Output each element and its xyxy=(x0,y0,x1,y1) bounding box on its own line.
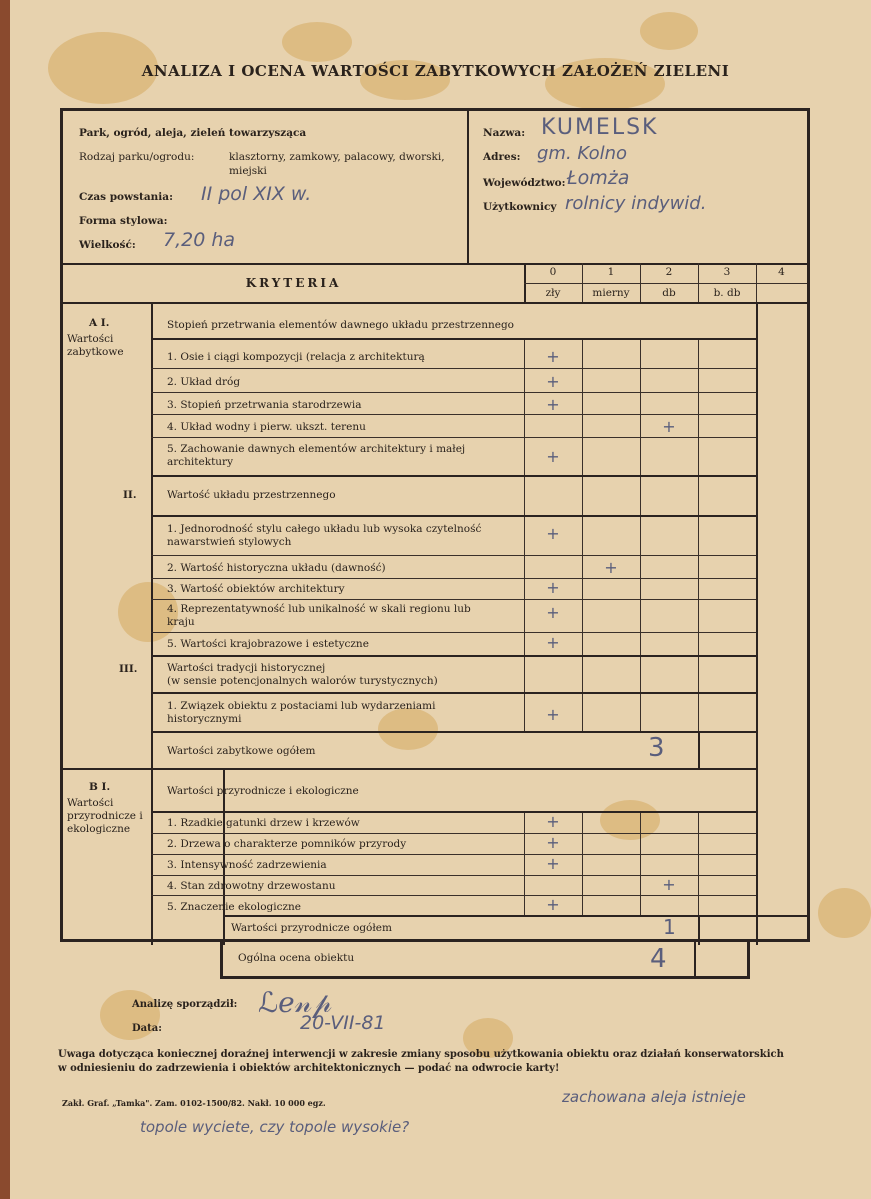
adres-label: Adres: xyxy=(483,151,521,163)
overall-divider xyxy=(694,939,696,979)
group-a3-title: Wartości tradycji historycznej xyxy=(167,662,326,674)
section-a-code: A I. xyxy=(89,317,110,329)
criterion-row-label: 1. Związek obiektu z postaciami lub wydarzeniami historycznymi xyxy=(167,700,436,725)
score-mark: + xyxy=(662,417,676,436)
wojewodztwo-label: Województwo: xyxy=(483,177,566,189)
criterion-row-label: 1. Jednorodność stylu całego układu lub wysoka czytelność nawarstwień stylowych xyxy=(167,523,482,548)
criterion-row-label: 1. Osie i ciągi kompozycji (relacja z architekturą xyxy=(167,351,425,363)
score-col xyxy=(698,338,699,731)
sporzadzil-label: Analizę sporządził: xyxy=(132,999,238,1010)
score-col xyxy=(640,811,641,915)
score-col xyxy=(582,811,583,915)
row-line xyxy=(151,632,758,633)
criterion-row-label: 5. Wartości krajobrazowe i estetyczne xyxy=(167,638,369,650)
row-line xyxy=(151,811,758,813)
criterion-row-label: 5. Zachowanie dawnych elementów architektury i małej architektury xyxy=(167,443,466,468)
section-a-name: Wartości zabytkowe xyxy=(67,333,124,358)
row-line xyxy=(63,768,758,770)
forma-label: Forma stylowa: xyxy=(79,215,168,227)
stain xyxy=(818,888,871,938)
nazwa-value: KUMELSK xyxy=(541,115,659,140)
uzytkownicy-label: Użytkownicy xyxy=(483,201,557,213)
row-line xyxy=(151,475,758,477)
handwritten-note-1: zachowana aleja istnieje xyxy=(562,1088,746,1106)
score-mark: + xyxy=(546,603,560,622)
czas-label: Czas powstania: xyxy=(79,191,173,203)
overall-value: 4 xyxy=(650,944,667,974)
score-mark: + xyxy=(546,372,560,391)
park-line: Park, ogród, aleja, zieleń towarzysząca xyxy=(79,127,307,139)
criterion-row-label: 4. Układ wodny i pierw. ukszt. terenu xyxy=(167,421,366,433)
section-b-name: Wartości przyrodnicze i ekologiczne xyxy=(67,797,143,835)
uwaga-line-2: w odniesieniu do zadrzewienia i obiektów architektonicznych — podać na odwrocie karty! xyxy=(58,1063,560,1074)
section-a-total-value: 3 xyxy=(648,733,665,763)
score-mark: + xyxy=(546,895,560,914)
score-num: 0 xyxy=(549,266,557,278)
criterion-row-label: 3. Intensywność zadrzewienia xyxy=(167,859,327,871)
section-a-total-label: Wartości zabytkowe ogółem xyxy=(167,745,316,757)
row-line xyxy=(151,392,758,393)
criteria-label: KRYTERIA xyxy=(245,276,342,290)
row-line xyxy=(151,692,758,694)
score-label: b. db xyxy=(713,287,741,299)
criteria-header-bottom xyxy=(63,302,807,304)
section-a-group3-num: III. xyxy=(119,663,138,675)
data-value: 20-VII-81 xyxy=(300,1012,386,1034)
group-a2-title: Wartość układu przestrzennego xyxy=(167,489,336,501)
nazwa-label: Nazwa: xyxy=(483,127,526,139)
row-line xyxy=(151,338,758,340)
wielkosc-label: Wielkość: xyxy=(79,239,136,251)
printer-imprint: Zakł. Graf. „Tamka". Zam. 0102-1500/82. Nakł. 10 000 egz. xyxy=(62,1098,326,1108)
right-col-line xyxy=(756,302,758,945)
score-mark: + xyxy=(546,833,560,852)
row-line xyxy=(151,731,758,733)
criterion-row-label: 5. Znaczenie ekologiczne xyxy=(167,901,302,913)
stain xyxy=(640,12,698,50)
score-num: 4 xyxy=(778,266,785,278)
category-divider-a xyxy=(151,302,153,768)
row-line xyxy=(151,515,758,517)
criterion-row-label: 4. Reprezentatywność lub unikalność w skali regionu lub kraju xyxy=(167,603,471,628)
header-divider xyxy=(467,111,469,263)
rodzaj-options: klasztorny, zamkowy, palacowy, dworski, xyxy=(229,151,445,163)
row-line xyxy=(223,915,807,917)
score-num: 3 xyxy=(723,266,731,278)
row-line xyxy=(151,833,758,834)
adres-value: gm. Kolno xyxy=(537,143,627,164)
stain xyxy=(282,22,352,62)
score-mark: + xyxy=(546,578,560,597)
criterion-row-label: 4. Stan zdrowotny drzewostanu xyxy=(167,880,336,892)
evaluation-form xyxy=(60,108,810,942)
score-mark: + xyxy=(546,524,560,543)
section-b-total-label: Wartości przyrodnicze ogółem xyxy=(231,922,392,934)
form-title: ANALIZA I OCENA WARTOŚCI ZABYTKOWYCH ZAŁOŻEŃ ZIELENI xyxy=(141,62,730,80)
score-label: zły xyxy=(545,287,561,299)
row-line xyxy=(151,414,758,415)
category-divider-b xyxy=(151,768,153,945)
uzytkownicy-value: rolnicy indywid. xyxy=(565,193,707,214)
section-b-total-value: 1 xyxy=(663,915,676,939)
score-mark: + xyxy=(546,447,560,466)
row-line xyxy=(151,437,758,438)
score-mark: + xyxy=(546,395,560,414)
data-label: Data: xyxy=(132,1023,162,1034)
criterion-row-label: 2. Drzewa o charakterze pomników przyrody xyxy=(167,838,407,850)
score-mark: + xyxy=(546,347,560,366)
score-mark: + xyxy=(546,812,560,831)
uwaga-line-1: Uwaga dotycząca koniecznej doraźnej interwencji w zakresie zmiany sposobu użytkowania obiektu oraz działań konserwatorskich xyxy=(58,1049,784,1060)
paper-edge xyxy=(0,0,10,1199)
group-a3-subtitle: (w sensie potencjonalnych walorów turystycznych) xyxy=(167,675,438,687)
score-header-mid xyxy=(524,283,807,284)
score-num: 1 xyxy=(607,266,615,278)
row-line xyxy=(151,578,758,579)
wojewodztwo-value: Łomża xyxy=(567,167,630,189)
criterion-row-label: 1. Rzadkie gatunki drzew i krzewów xyxy=(167,817,360,829)
signature-icon: ℒℯ𝓃𝓅 xyxy=(258,986,332,1019)
rodzaj-options-2: miejski xyxy=(229,165,267,177)
score-label: mierny xyxy=(592,287,630,299)
row-line xyxy=(151,599,758,600)
score-col xyxy=(582,338,583,731)
score-num: 2 xyxy=(665,266,673,278)
criterion-row-label: 2. Układ dróg xyxy=(167,376,241,388)
score-mark: + xyxy=(662,875,676,894)
row-line xyxy=(151,854,758,855)
score-label: db xyxy=(662,287,676,299)
score-mark: + xyxy=(546,854,560,873)
handwritten-note-2: topole wyciete, czy topole wysokie? xyxy=(140,1118,410,1136)
group-b1-title: Wartości przyrodnicze i ekologiczne xyxy=(167,785,359,797)
section-b-code: B I. xyxy=(89,781,111,793)
row-line xyxy=(151,555,758,556)
criterion-row-label: 2. Wartość historyczna układu (dawność) xyxy=(167,562,386,574)
group-a1-title: Stopień przetrwania elementów dawnego układu przestrzennego xyxy=(167,319,514,331)
overall-label: Ogólna ocena obiektu xyxy=(238,952,355,964)
score-col xyxy=(698,811,699,915)
section-a-group2-num: II. xyxy=(123,489,137,501)
score-col xyxy=(640,338,641,731)
criterion-row-label: 3. Wartość obiektów architektury xyxy=(167,583,345,595)
row-line xyxy=(151,655,758,657)
rodzaj-label: Rodzaj parku/ogrodu: xyxy=(79,151,195,163)
wielkosc-value: 7,20 ha xyxy=(163,229,236,251)
criterion-row-label: 3. Stopień przetrwania starodrzewia xyxy=(167,399,362,411)
row-line xyxy=(151,368,758,369)
header-bottom-line xyxy=(63,263,807,265)
row-line xyxy=(151,895,758,896)
czas-value: II pol XIX w. xyxy=(201,183,312,205)
score-mark: + xyxy=(546,633,560,652)
score-mark: + xyxy=(546,705,560,724)
score-mark: + xyxy=(604,558,618,577)
total-col-line xyxy=(698,731,700,768)
